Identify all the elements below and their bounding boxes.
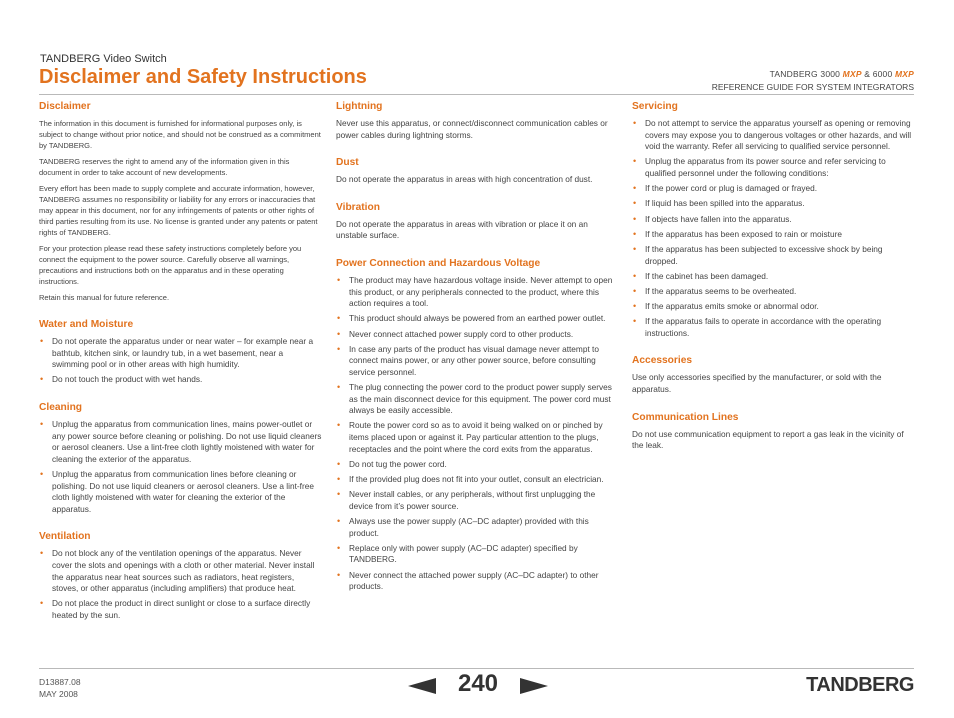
bullet-icon: •: [337, 343, 341, 354]
list-item: [632, 286, 914, 298]
bullet-icon: •: [40, 548, 44, 559]
bullet-icon: •: [40, 468, 44, 479]
column-left: [39, 100, 322, 636]
doc-id: D13887.08: [39, 677, 81, 687]
list-item: [632, 244, 914, 267]
list-item-text: If the apparatus has been subjected to excessive shock by being dropped.: [645, 243, 883, 266]
bullet-icon: •: [337, 382, 341, 393]
section-disclaimer: [39, 100, 322, 303]
list-item-text: Route the power cord so as to avoid it being walked on or pinched by items placed upon or against it. Pay particular attention to the plugs, receptacles and the point where the cord exits from the apparatus.: [349, 420, 603, 454]
list-item-text: Replace only with power supply (AC–DC adapter) specified by TANDBERG.: [349, 542, 578, 565]
list-item: [39, 419, 322, 465]
list-item: [336, 474, 618, 486]
bullet-icon: •: [633, 243, 637, 254]
list-item: [632, 214, 914, 226]
list-item: [336, 489, 618, 512]
list-item-text: Never install cables, or any peripherals, without first unplugging the device from it’s power source.: [349, 489, 596, 511]
bullet-icon: •: [337, 516, 341, 526]
bullet-icon: •: [40, 418, 44, 429]
column-middle: [336, 100, 618, 608]
list-item: [336, 543, 618, 566]
section-vibration: [336, 201, 618, 242]
list-item-text: If the cabinet has been damaged.: [645, 270, 769, 281]
bullet-list: [39, 419, 322, 515]
column-right: [632, 100, 914, 467]
list-item: [39, 548, 322, 594]
bullet-icon: •: [337, 458, 341, 469]
list-item-text: If the apparatus emits smoke or abnormal odor.: [645, 301, 819, 312]
list-item-text: Do not place the product in direct sunlight or close to a surface directly heated by the sun.: [52, 598, 311, 620]
bullet-list: [336, 275, 618, 593]
list-item: [336, 275, 618, 310]
section-water: [39, 318, 322, 386]
mxp-label-2: MXP: [894, 69, 914, 79]
paragraph: The information in this document is furnished for informational purposes only, is subject to change without prior notice, and should not be construed as a commitment by TANDBERG.: [39, 119, 321, 150]
list-item-text: If liquid has been spilled into the apparatus.: [645, 198, 805, 209]
list-item-text: Never connect the attached power supply (AC–DC adapter) to other products.: [349, 569, 599, 592]
list-item: [336, 344, 618, 379]
list-item-text: If the power cord or plug is damaged or frayed.: [645, 183, 818, 194]
section-heading: Dust: [336, 157, 359, 169]
header-divider: [39, 94, 914, 95]
list-item-text: Do not touch the product with wet hands.: [52, 374, 203, 385]
document-info: [712, 68, 914, 94]
bullet-icon: •: [337, 313, 341, 324]
section-cleaning: [39, 401, 322, 515]
list-item-text: Do not tug the power cord.: [349, 458, 447, 469]
bullet-icon: •: [633, 118, 637, 128]
section-heading: Water and Moisture: [39, 319, 134, 330]
product-line-mid: & 6000: [861, 69, 895, 79]
mxp-label-1: MXP: [842, 69, 862, 79]
list-item-text: If the apparatus seems to be overheated.: [645, 285, 797, 296]
bullet-list: [39, 548, 322, 621]
bullet-icon: •: [633, 198, 637, 209]
paragraph: Never use this apparatus, or connect/disconnect communication cables or power cables during lightning storms.: [336, 118, 608, 140]
list-item-text: Unplug the apparatus from communication lines before cleaning or polishing. Do not use liquid cleaners or aerosol cleaners. Use a lint-free cloth lightly moistened with water for cleaning the exterior of the apparatus.: [52, 468, 314, 514]
section-heading: Cleaning: [39, 401, 83, 413]
page-number: 240: [457, 670, 499, 697]
doc-date: MAY 2008: [39, 689, 78, 699]
list-item-text: The product may have hazardous voltage inside. Never attempt to open this product, or any peripherals connected to the product, where this action requires a tool.: [349, 274, 613, 309]
bullet-icon: •: [337, 569, 341, 580]
paragraph: Use only accessories specified by the manufacturer, or sold with the apparatus.: [632, 372, 882, 395]
bullet-icon: •: [40, 336, 44, 346]
list-item-text: Never connect attached power supply cord to other products.: [349, 328, 574, 339]
paragraph: For your protection please read these safety instructions completely before you connect the equipment to the power source. Carefully observe all warnings, precautions and instructions both on the apparatus and in these operating instructions.: [39, 244, 302, 286]
bullet-icon: •: [40, 598, 44, 609]
list-item: [632, 301, 914, 313]
bullet-icon: •: [337, 420, 341, 431]
section-communication: [632, 411, 914, 452]
bullet-list: [39, 336, 322, 386]
list-item-text: In case any parts of the product has visual damage never attempt to connect mains power, or any other power source, before consulting service personnel.: [349, 343, 599, 377]
bullet-icon: •: [633, 316, 637, 327]
list-item: [336, 382, 618, 417]
section-heading: Communication Lines: [632, 411, 739, 423]
previous-page-arrow-icon[interactable]: [408, 678, 436, 694]
section-dust: [336, 156, 618, 186]
list-item: [39, 469, 322, 515]
bullet-icon: •: [337, 474, 341, 485]
list-item: [39, 336, 322, 371]
list-item: [336, 459, 618, 471]
section-heading: Lightning: [336, 101, 383, 112]
list-item: [336, 420, 618, 455]
guide-title: REFERENCE GUIDE FOR SYSTEM INTEGRATORS: [711, 82, 914, 92]
page-title: Disclaimer and Safety Instructions: [39, 66, 367, 88]
list-item-text: Unplug the apparatus from communication lines, mains power-outlet or any power source before cleaning or polishing. Do not use liquid cleaners or aerosol cleaners. Use a lint-free cloth lightly moistened with water for cleaning the exterior of the apparatus.: [52, 418, 322, 464]
footer-info: [39, 676, 81, 700]
list-item-text: If the apparatus has been exposed to rain or moisture: [645, 228, 842, 239]
list-item-text: If the apparatus fails to operate in accordance with the operating instructions.: [645, 316, 882, 338]
bullet-icon: •: [633, 156, 637, 167]
list-item: [336, 516, 618, 539]
bullet-icon: •: [337, 542, 341, 553]
paragraph: Retain this manual for future reference.: [39, 293, 170, 302]
paragraph: Do not operate the apparatus in areas with high concentration of dust.: [336, 174, 593, 185]
section-accessories: [632, 354, 914, 395]
list-item-text: If the provided plug does not fit into your outlet, consult an electrician.: [349, 474, 604, 485]
list-item-text: If objects have fallen into the apparatus.: [645, 213, 792, 224]
list-item: [336, 329, 618, 341]
list-item-text: Do not block any of the ventilation openings of the apparatus. Never cover the slots and openings with a cloth or other material. Never install the apparatus near heat sources such as radiators, heat registers, stoves, or other apparatus (including amplifiers) that produce heat.: [52, 548, 315, 594]
list-item: [632, 118, 914, 153]
bullet-icon: •: [633, 301, 637, 312]
section-lightning: [336, 100, 618, 141]
list-item: [632, 183, 914, 195]
list-item: [632, 271, 914, 283]
section-heading: Disclaimer: [39, 101, 91, 112]
bullet-icon: •: [337, 489, 341, 500]
section-ventilation: [39, 530, 322, 621]
paragraph: Do not operate the apparatus in areas with vibration or place it on an unstable surface.: [336, 218, 588, 241]
list-item: [632, 229, 914, 241]
list-item: [336, 313, 618, 325]
list-item: [632, 156, 914, 179]
list-item: [39, 598, 322, 621]
bullet-icon: •: [633, 270, 637, 281]
next-page-arrow-icon[interactable]: [520, 678, 548, 694]
section-heading: Power Connection and Hazardous Voltage: [336, 257, 541, 269]
list-item-text: Do not attempt to service the apparatus yourself as opening or removing covers may expose you to dangerous voltages or other hazards, and will void the warranty. Refer all servicing to qualified service personnel.: [645, 118, 912, 152]
list-item: [632, 198, 914, 210]
section-heading: Vibration: [336, 201, 380, 213]
footer-divider: [39, 668, 914, 669]
bullet-icon: •: [633, 183, 637, 194]
product-line: [712, 68, 914, 81]
bullet-icon: •: [633, 285, 637, 296]
section-power: [336, 257, 618, 593]
paragraph: TANDBERG reserves the right to amend any of the information given in this document in order to take account of new developments.: [39, 157, 290, 177]
bullet-icon: •: [633, 213, 637, 224]
list-item-text: The plug connecting the power cord to the product power supply serves as the main disconnect device for this equipment. The power cord must always be easily accessible.: [349, 382, 612, 416]
list-item-text: Do not operate the apparatus under or near water – for example near a bathtub, kitchen sink, or laundry tub, in a wet basement, near a swimming pool or in other areas with high humidity.: [52, 336, 314, 370]
paragraph: Every effort has been made to supply complete and accurate information, however, TANDBERG assumes no responsibility or liability for any errors or inaccuracies that may appear in this document, nor for any infringements of patents or other rights of third parties resulting from its use. No license is granted under any patents or patent rights of TANDBERG.: [39, 184, 318, 237]
section-servicing: [632, 100, 914, 339]
list-item: [632, 316, 914, 339]
list-item-text: Unplug the apparatus from its power source and refer servicing to qualified personnel under the following conditions:: [645, 156, 886, 178]
bullet-list: [632, 118, 914, 339]
section-heading: Accessories: [632, 355, 693, 367]
bullet-icon: •: [633, 228, 637, 239]
bullet-icon: •: [337, 274, 341, 285]
bullet-icon: •: [337, 328, 341, 339]
section-heading: Ventilation: [39, 531, 91, 543]
list-item: [336, 570, 618, 593]
product-name: TANDBERG Video Switch: [40, 53, 167, 65]
bullet-icon: •: [40, 374, 44, 385]
product-line-pre: TANDBERG 3000: [769, 69, 843, 79]
section-heading: Servicing: [632, 101, 678, 112]
list-item-text: This product should always be powered from an earthed power outlet.: [349, 313, 606, 324]
list-item: [39, 374, 322, 386]
list-item-text: Always use the power supply (AC–DC adapter) provided with this product.: [349, 516, 589, 538]
tandberg-logo: TANDBERG: [806, 674, 914, 696]
page-navigation: [408, 671, 548, 701]
paragraph: Do not use communication equipment to report a gas leak in the vicinity of the leak.: [632, 428, 904, 451]
